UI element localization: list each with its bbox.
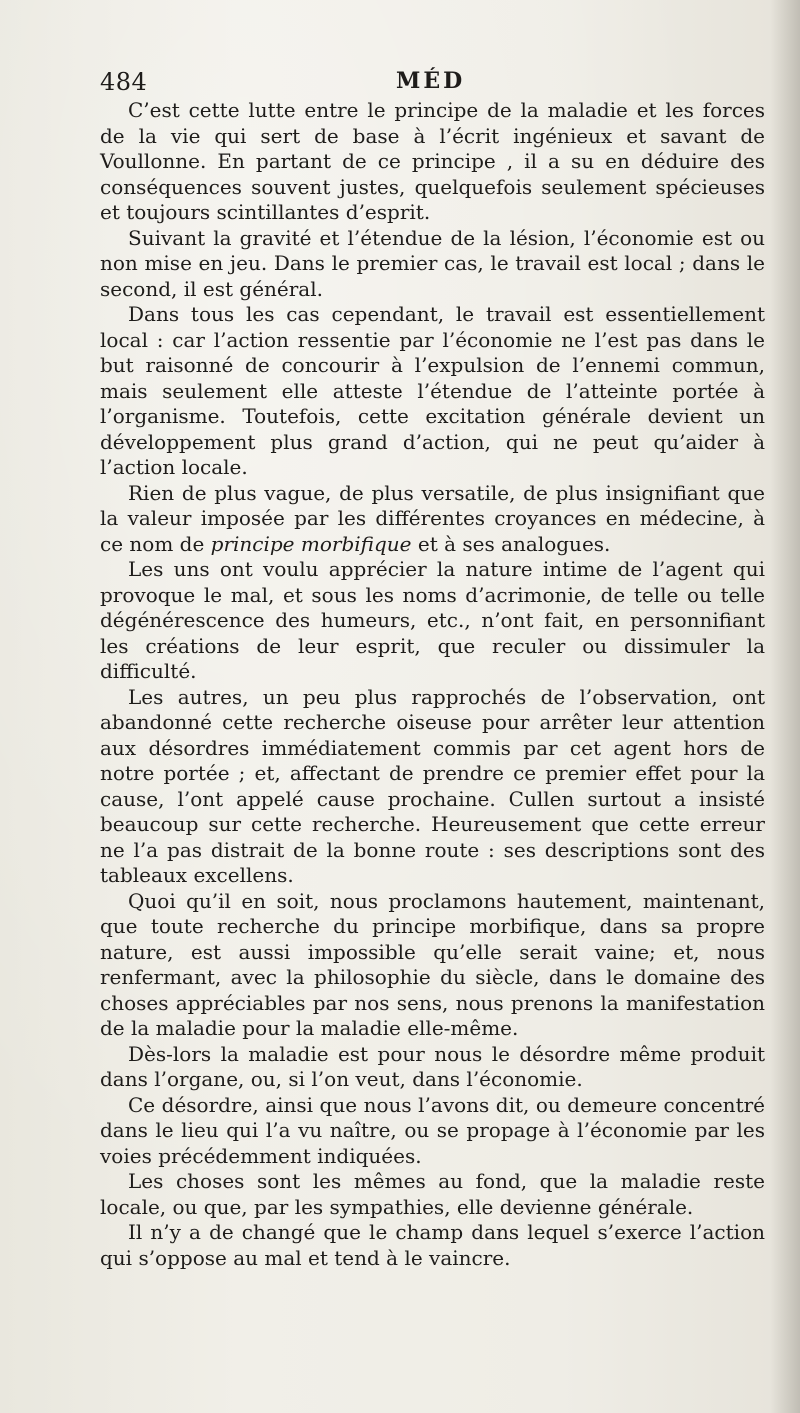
paragraph-text-before: Rien de plus vague, de plus versatile, de plus insignifiant que la valeur imposée par les différentes croyances en médecine, à ce nom de <box>100 480 765 556</box>
paragraph: Les uns ont voulu apprécier la nature intime de l’agent qui provoque le mal, et sous les noms d’acrimonie, de telle ou telle dégénérescence des humeurs, etc., n’ont fait, en personnifiant les créations de leur esprit, que reculer ou dissimuler la difficulté. <box>100 557 765 683</box>
paragraph: Il n’y a de changé que le champ dans lequel s’exerce l’action qui s’oppose au mal et tend à le vaincre. <box>100 1220 765 1270</box>
paragraph: Dans tous les cas cependant, le travail est essentiellement local : car l’action ressentie par l’économie ne l’est pas dans le but raisonné de concourir à l’expulsion de l’ennemi commun, mais seulement elle atteste l’étendue de l’atteinte portée à l’organisme. Toutefois, cette excitation générale devient un développement plus grand d’action, qui ne peut qu’aider à l’action locale. <box>100 302 765 479</box>
paragraph: C’est cette lutte entre le principe de la maladie et les forces de la vie qui sert de base à l’écrit ingénieux et savant de Voullonne. En partant de ce principe , il a su en déduire des conséquences souvent justes, quelquefois seulement spécieuses et toujours scintillantes d’esprit. <box>100 98 765 224</box>
paragraph: Les choses sont les mêmes au fond, que la maladie reste locale, ou que, par les sympathies, elle devienne générale. <box>100 1169 765 1219</box>
paragraph: Quoi qu’il en soit, nous proclamons hautement, maintenant, que toute recherche du principe morbifique, dans sa propre nature, est aussi impossible qu’elle serait vaine; et, nous renfermant, avec la philosophie du siècle, dans le domaine des choses appréciables par nos sens, nous prenons la manifestation de la maladie pour la maladie elle-même. <box>100 888 765 1040</box>
paragraph: Ce désordre, ainsi que nous l’avons dit, ou demeure concentré dans le lieu qui l’a vu naître, ou se propage à l’économie par les voies précédemment indiquées. <box>100 1092 765 1168</box>
paragraph: Les autres, un peu plus rapprochés de l’observation, ont abandonné cette recherche oiseuse pour arrêter leur attention aux désordres immédiatement commis par cet agent hors de notre portée ; et, affectant de prendre ce premier effet pour la cause, l’ont appelé cause prochaine. Cullen surtout a insisté beaucoup sur cette recherche. Heureusement que cette erreur ne l’a pas distrait de la bonne route : ses descriptions sont des tableaux excellens. <box>100 684 765 887</box>
page-header <box>100 68 765 102</box>
paragraph-with-italic-term <box>100 481 765 558</box>
page-number: 484 <box>100 68 148 96</box>
page-gutter-shadow <box>770 0 800 1413</box>
paragraph-text-after: et à ses analogues. <box>411 531 611 556</box>
paragraph: Dès-lors la maladie est pour nous le désordre même produit dans l’organe, ou, si l’on veut, dans l’économie. <box>100 1041 765 1091</box>
paragraph: Suivant la gravité et l’étendue de la lésion, l’économie est ou non mise en jeu. Dans le premier cas, le travail est local ; dans le second, il est général. <box>100 225 765 301</box>
running-head: MÉD <box>396 68 466 94</box>
italic-term: principe morbifique <box>210 531 412 556</box>
body-text <box>100 98 765 1271</box>
